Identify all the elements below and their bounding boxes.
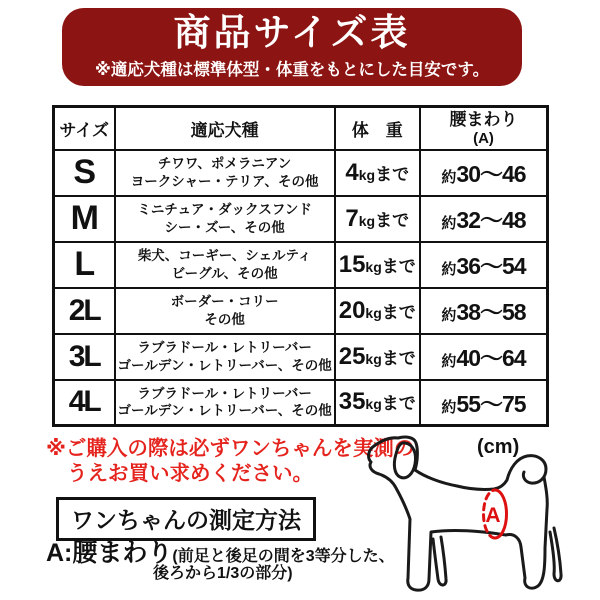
table-row [54,380,548,426]
size-cell: 2L [54,288,115,334]
size-cell: S [54,150,115,196]
size-cell: 3L [54,334,115,380]
size-table [52,105,549,427]
waist-measure-desc-line1: (前足と後足の間を3等分した、 [172,548,395,565]
weight-cell: 4kgまで [335,150,420,196]
header-size: サイズ [54,107,115,150]
breed-cell: ラブラドール・レトリーバー ゴールデン・レトリーバー、その他 [115,380,335,426]
purchase-note-line2: うえお買い求めください。 [67,462,313,485]
size-table-wrapper [52,105,549,427]
table-row [54,288,548,334]
breed-cell: ボーダー・コリー その他 [115,288,335,334]
breed-cell: 柴犬、コーギー、シェルティ ビーグル、その他 [115,242,335,288]
header-waist-line1: 腰まわり [449,109,518,129]
waist-measure-desc-line2: 後ろから1/3の部分) [153,565,293,582]
waist-cell: 約38〜58 [420,288,548,334]
header-breed: 適応犬種 [115,107,335,150]
measurement-method-box: ワンちゃんの測定方法 [56,497,316,541]
weight-cell: 25kgまで [335,334,420,380]
page-title: 商品サイズ表 [173,12,411,54]
waist-measure-label: A:腰まわり [46,539,173,567]
weight-cell: 7kgまで [335,196,420,242]
waist-cell: 約55〜75 [420,380,548,426]
table-row [54,196,548,242]
table-header-row [54,107,548,150]
size-cell: L [54,242,115,288]
breed-cell: ラブラドール・レトリーバー ゴールデン・レトリーバー、その他 [115,334,335,380]
header-waist-line2: (A) [473,129,494,147]
breed-cell: ミニチュア・ダックスフンド シー・ズー、その他 [115,196,335,242]
header-waist [420,107,548,150]
breed-cell: チワワ、ポメラニアン ヨークシャー・テリア、その他 [115,150,335,196]
page-subtitle: ※適応犬種は標準体型・体重をもとにした目安です。 [94,60,490,79]
dog-far-front-leg [433,537,446,585]
unit-label-cm: (cm) [477,436,520,458]
waist-cell: 約32〜48 [420,196,548,242]
waist-cell: 約30〜46 [420,150,548,196]
weight-cell: 15kgまで [335,242,420,288]
purchase-note-line1: ※ご購入の際は必ずワンちゃんを実測の [46,437,415,460]
table-row [54,334,548,380]
table-row [54,150,548,196]
header-banner [62,8,522,86]
waist-cell: 約36〜54 [420,242,548,288]
dog-far-rear-leg [550,528,561,581]
size-cell: M [54,196,115,242]
weight-cell: 20kgまで [335,288,420,334]
waist-marker-label: A [485,504,501,527]
size-cell: 4L [54,380,115,426]
dog-illustration [353,433,565,600]
table-row [54,242,548,288]
waist-cell: 約40〜64 [420,334,548,380]
header-weight: 体 重 [335,107,420,150]
weight-cell: 35kgまで [335,380,420,426]
dog-ear [394,443,415,478]
